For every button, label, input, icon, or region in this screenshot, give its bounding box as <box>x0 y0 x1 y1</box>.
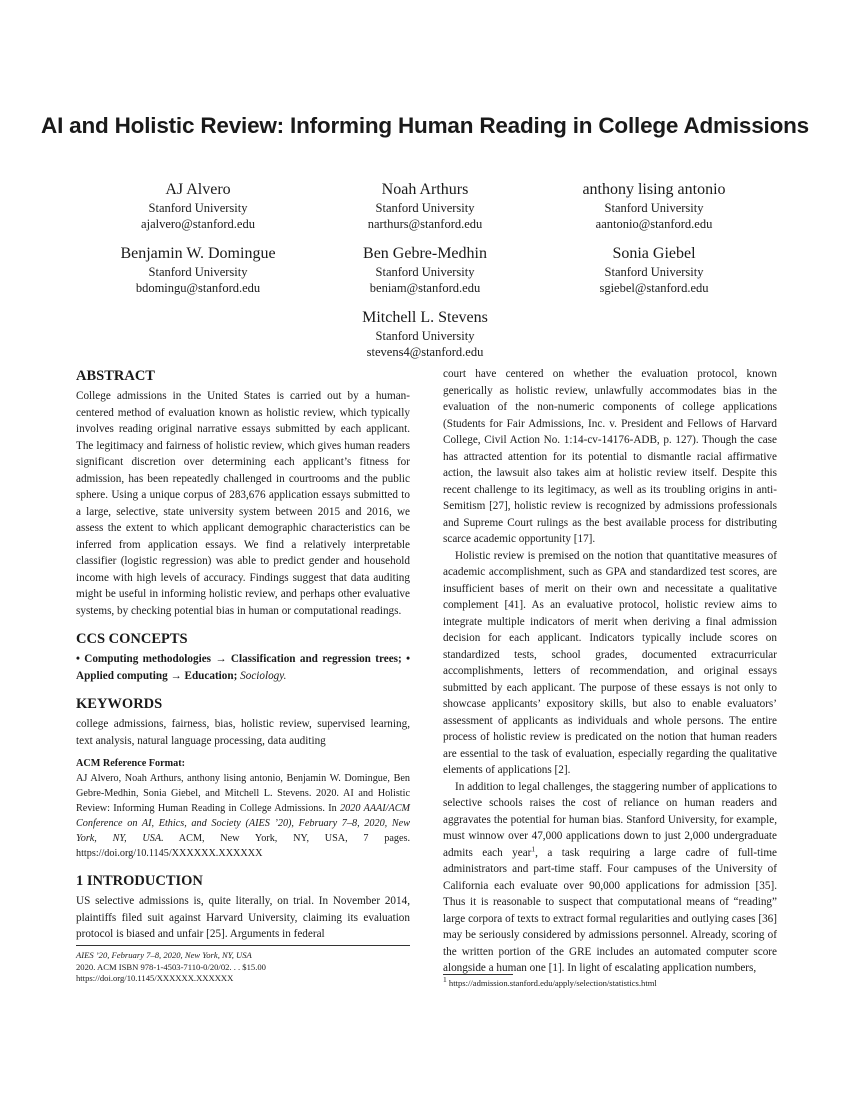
footer-doi: https://doi.org/10.1145/XXXXXX.XXXXXX <box>76 973 234 983</box>
acm-reference-tail: ACM, New York, NY, USA, 7 pages. https://doi.org/10.1145/XXXXXX.XXXXXX <box>76 833 410 859</box>
ccs-item: Sociology. <box>240 669 287 682</box>
ccs-item: • Applied computing → Education; <box>76 653 411 682</box>
author-name: Sonia Giebel <box>612 245 696 262</box>
author-email: stevens4@stanford.edu <box>366 345 484 359</box>
author-affiliation: Stanford University <box>375 265 475 279</box>
keywords-heading: KEYWORDS <box>76 696 163 712</box>
author-affiliation: Stanford University <box>148 201 248 215</box>
author-name: Benjamin W. Domingue <box>120 245 276 262</box>
footnote-rule <box>443 974 513 975</box>
body-paragraph <box>443 779 777 977</box>
author-block <box>305 244 545 296</box>
ccs-concepts <box>76 651 410 684</box>
abstract-heading: ABSTRACT <box>76 368 155 384</box>
body-paragraph: court have centered on whether the evaluation protocol, known generically as holistic review, unlawfully accommodates bias in the evaluation of the non-numeric components of college applications (Students for Fair Admissions, Inc. v. President and Fellows of Harvard College, Civil Action No. 1:14-cv-14176-ADB, p. 127). Though the case has attracted attention for its potential to dismantle racial affirmative action, the lawsuit also takes aim at holistic review itself. Despite this recent challenge to its legitimacy, as well as its troubling origins in anti-Semitism [27], holistic review is recognized by admissions professionals and Supreme Court rulings as the best available process for distributing scarce academic opportunity [17]. <box>443 368 777 545</box>
acm-reference-authors: AJ Alvero, Noah Arthurs, anthony lising antonio, Benjamin W. Domingue, Ben Gebre-Medhin, Sonia Giebel, and Mitchell L. Stevens. 2020. AI and Holistic Review: Informing Human Reading in College Admissions. In <box>76 773 410 814</box>
author-affiliation: Stanford University <box>604 201 704 215</box>
acm-reference-venue: 2020 AAAI/ACM Conference on AI, Ethics, and Society (AIES ’20), February 7–8, 2020, New York, NY, USA. <box>76 803 410 844</box>
left-column <box>76 366 410 943</box>
author-email: bdomingu@stanford.edu <box>135 281 261 295</box>
author-email: beniam@stanford.edu <box>369 281 481 295</box>
author-block <box>305 180 545 232</box>
author-email: sgiebel@stanford.edu <box>599 281 709 295</box>
footnote <box>443 975 777 989</box>
keywords-text: college admissions, fairness, bias, holistic review, supervised learning, text analysis, natural language processing, data auditing <box>76 718 410 747</box>
acm-reference-text <box>76 771 410 861</box>
author-affiliation: Stanford University <box>375 201 475 215</box>
author-email: ajalvero@stanford.edu <box>141 217 255 231</box>
body-paragraph: Holistic review is premised on the notion that quantitative measures of academic accomplishment, such as GPA and standardized test scores, are insufficient bases of merit on their own and necessitate a qualitative complement [41]. As an evaluative protocol, holistic review aims to integrate multiple indicators of merit when deriving a final admission decision for each applicant. Indicators typically include scores on standardized tests, school grades, documented extracurricular accomplishments, letters of recommendation, and original essays submitted by each applicant. The purpose of these essays is not only to showcase applicants’ expository skills, but also to enable evaluators’ assessment of applicants as individuals and whole persons. The entire process of holistic review is predicated on the notion that human readers are essential to the task of evaluation, especially regarding the qualitative elements of applications [2]. <box>443 549 777 776</box>
footnote-mark: 1 <box>443 975 447 985</box>
intro-paragraph: US selective admissions is, quite literally, on trial. In November 2014, plaintiffs filed suit against Harvard University, claiming its evaluation protocol is biased and unfair [25]. Arguments in federal <box>76 895 410 940</box>
author-name: Noah Arthurs <box>381 181 469 198</box>
author-block <box>305 308 545 360</box>
author-block <box>78 244 318 296</box>
author-affiliation: Stanford University <box>148 265 248 279</box>
footer-meta <box>76 950 410 985</box>
ccs-heading: CCS CONCEPTS <box>76 631 188 647</box>
footnote-marker: 1 <box>531 843 536 853</box>
author-affiliation: Stanford University <box>604 265 704 279</box>
footer-isbn: 2020. ACM ISBN 978-1-4503-7110-0/20/02. . . $15.00 <box>76 961 266 972</box>
author-block <box>534 244 774 296</box>
author-name: Mitchell L. Stevens <box>362 309 488 326</box>
author-email: aantonio@stanford.edu <box>595 217 713 231</box>
footer-rule <box>76 945 410 946</box>
author-block <box>534 180 774 232</box>
footnote-url: https://admission.stanford.edu/apply/selection/statistics.html <box>448 978 657 988</box>
author-name: Ben Gebre-Medhin <box>363 245 487 262</box>
body-text: In addition to legal challenges, the staggering number of applications to selective schools raises the cost of reliance on human readers and aggravates the potential for human bias. Stanford University, for example, must winnow over 47,000 applications down to just 2,000 undergraduate admits each year <box>443 780 777 859</box>
ccs-item: • Computing methodologies → Classification and regression trees; <box>76 653 402 665</box>
acm-reference-heading: ACM Reference Format: <box>76 758 185 769</box>
author-block <box>78 180 318 232</box>
author-email: narthurs@stanford.edu <box>367 217 483 231</box>
right-column <box>443 366 777 977</box>
abstract-text: College admissions in the United States is carried out by a human-centered method of evaluation known as holistic review, which typically involves reading original narrative essays submitted by each applicant. The legitimacy and fairness of holistic review, which gives human readers significant discretion over determining each applicant’s fitness for admission, has been repeatedly challenged in courtrooms and the public sphere. Using a unique corpus of 283,676 application essays submitted to a large, selective, state university system between 2015 and 2016, we assess the extent to which applicant demographic characteristics can be inferred from application essays. We find a relatively interpretable classifier (logistic regression) was able to predict gender and household income with high levels of accuracy. Findings suggest that data auditing might be useful in informing holistic review, and perhaps other evaluative systems, by checking potential bias in human or computational readings. <box>76 390 410 617</box>
body-text: , a task requiring a large cadre of full-time administrators and part-time staff. Four campuses of the University of California each evaluate over 90,000 applications for admission [35]. Thus it is reasonable to suspect that computational means of “reading” large corpora of texts to extract formal regularities and outlying cases [36] may be seriously considered by admissions personnel. Already, scoring of the written portion of the GRE includes an automated computer score alongside a human one [1]. In light of escalating application numbers, <box>443 846 777 974</box>
author-affiliation: Stanford University <box>375 329 475 343</box>
author-name: anthony lising antonio <box>582 181 726 198</box>
intro-heading: 1 INTRODUCTION <box>76 873 203 889</box>
author-name: AJ Alvero <box>165 181 231 198</box>
paper-title: AI and Holistic Review: Informing Human Reading in College Admissions <box>41 113 809 138</box>
footer-conference: AIES ’20, February 7–8, 2020, New York, NY, USA <box>76 950 252 960</box>
